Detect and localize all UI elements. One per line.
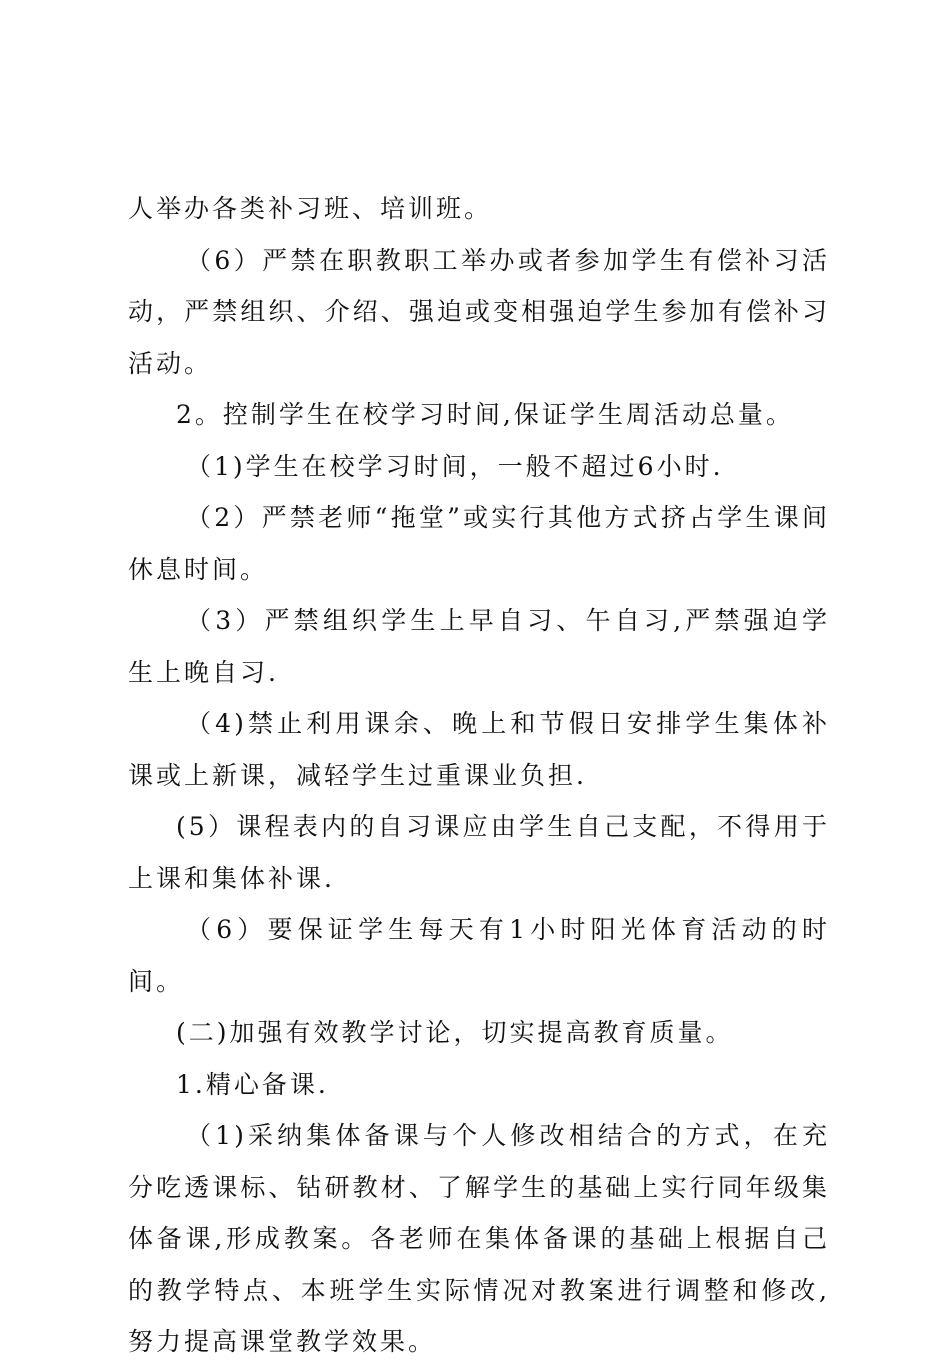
- paragraph-subsection-1: 1.精心备课.: [176, 1069, 329, 1099]
- paragraph-item-5: (5）课程表内的自习课应由学生自己支配，不得用于上课和集体补课.: [128, 812, 830, 893]
- document-body: [128, 183, 830, 1368]
- paragraph-item-4: （4)禁止利用课余、晚上和节假日安排学生集体补课或上新课，减轻学生过重课业负担.: [128, 709, 830, 790]
- paragraph-item-1-lesson-prep: （1)采纳集体备课与个人修改相结合的方式，在充分吃透课标、钻研教材、了解学生的基础上实行同年级集体备课,形成教案。各老师在集体备课的基础上根据自己的教学特点、本班学生实际情况对教案进行调整和修改,努力提高课堂教学效果。: [128, 1121, 830, 1356]
- paragraph-continuation: 人举办各类补习班、培训班。: [128, 194, 493, 223]
- paragraph-item-2: （2）严禁老师“拖堂”或实行其他方式挤占学生课间休息时间。: [128, 503, 830, 584]
- paragraph-item-6-exercise: （6）要保证学生每天有1小时阳光体育活动的时间。: [128, 915, 830, 996]
- paragraph-item-1: （1)学生在校学习时间，一般不超过6小时.: [186, 451, 724, 481]
- paragraph-section-2: 2。控制学生在校学习时间,保证学生周活动总量。: [176, 400, 794, 429]
- paragraph-item-6-tutoring: （6）严禁在职教职工举办或者参加学生有偿补习活动，严禁组织、介绍、强迫或变相强迫学生参加有偿补习活动。: [128, 245, 830, 378]
- paragraph-section-heading-2: (二)加强有效教学讨论，切实提高教育质量。: [176, 1018, 734, 1047]
- paragraph-item-3: （3）严禁组织学生上早自习、午自习,严禁强迫学生上晚自习.: [128, 606, 830, 687]
